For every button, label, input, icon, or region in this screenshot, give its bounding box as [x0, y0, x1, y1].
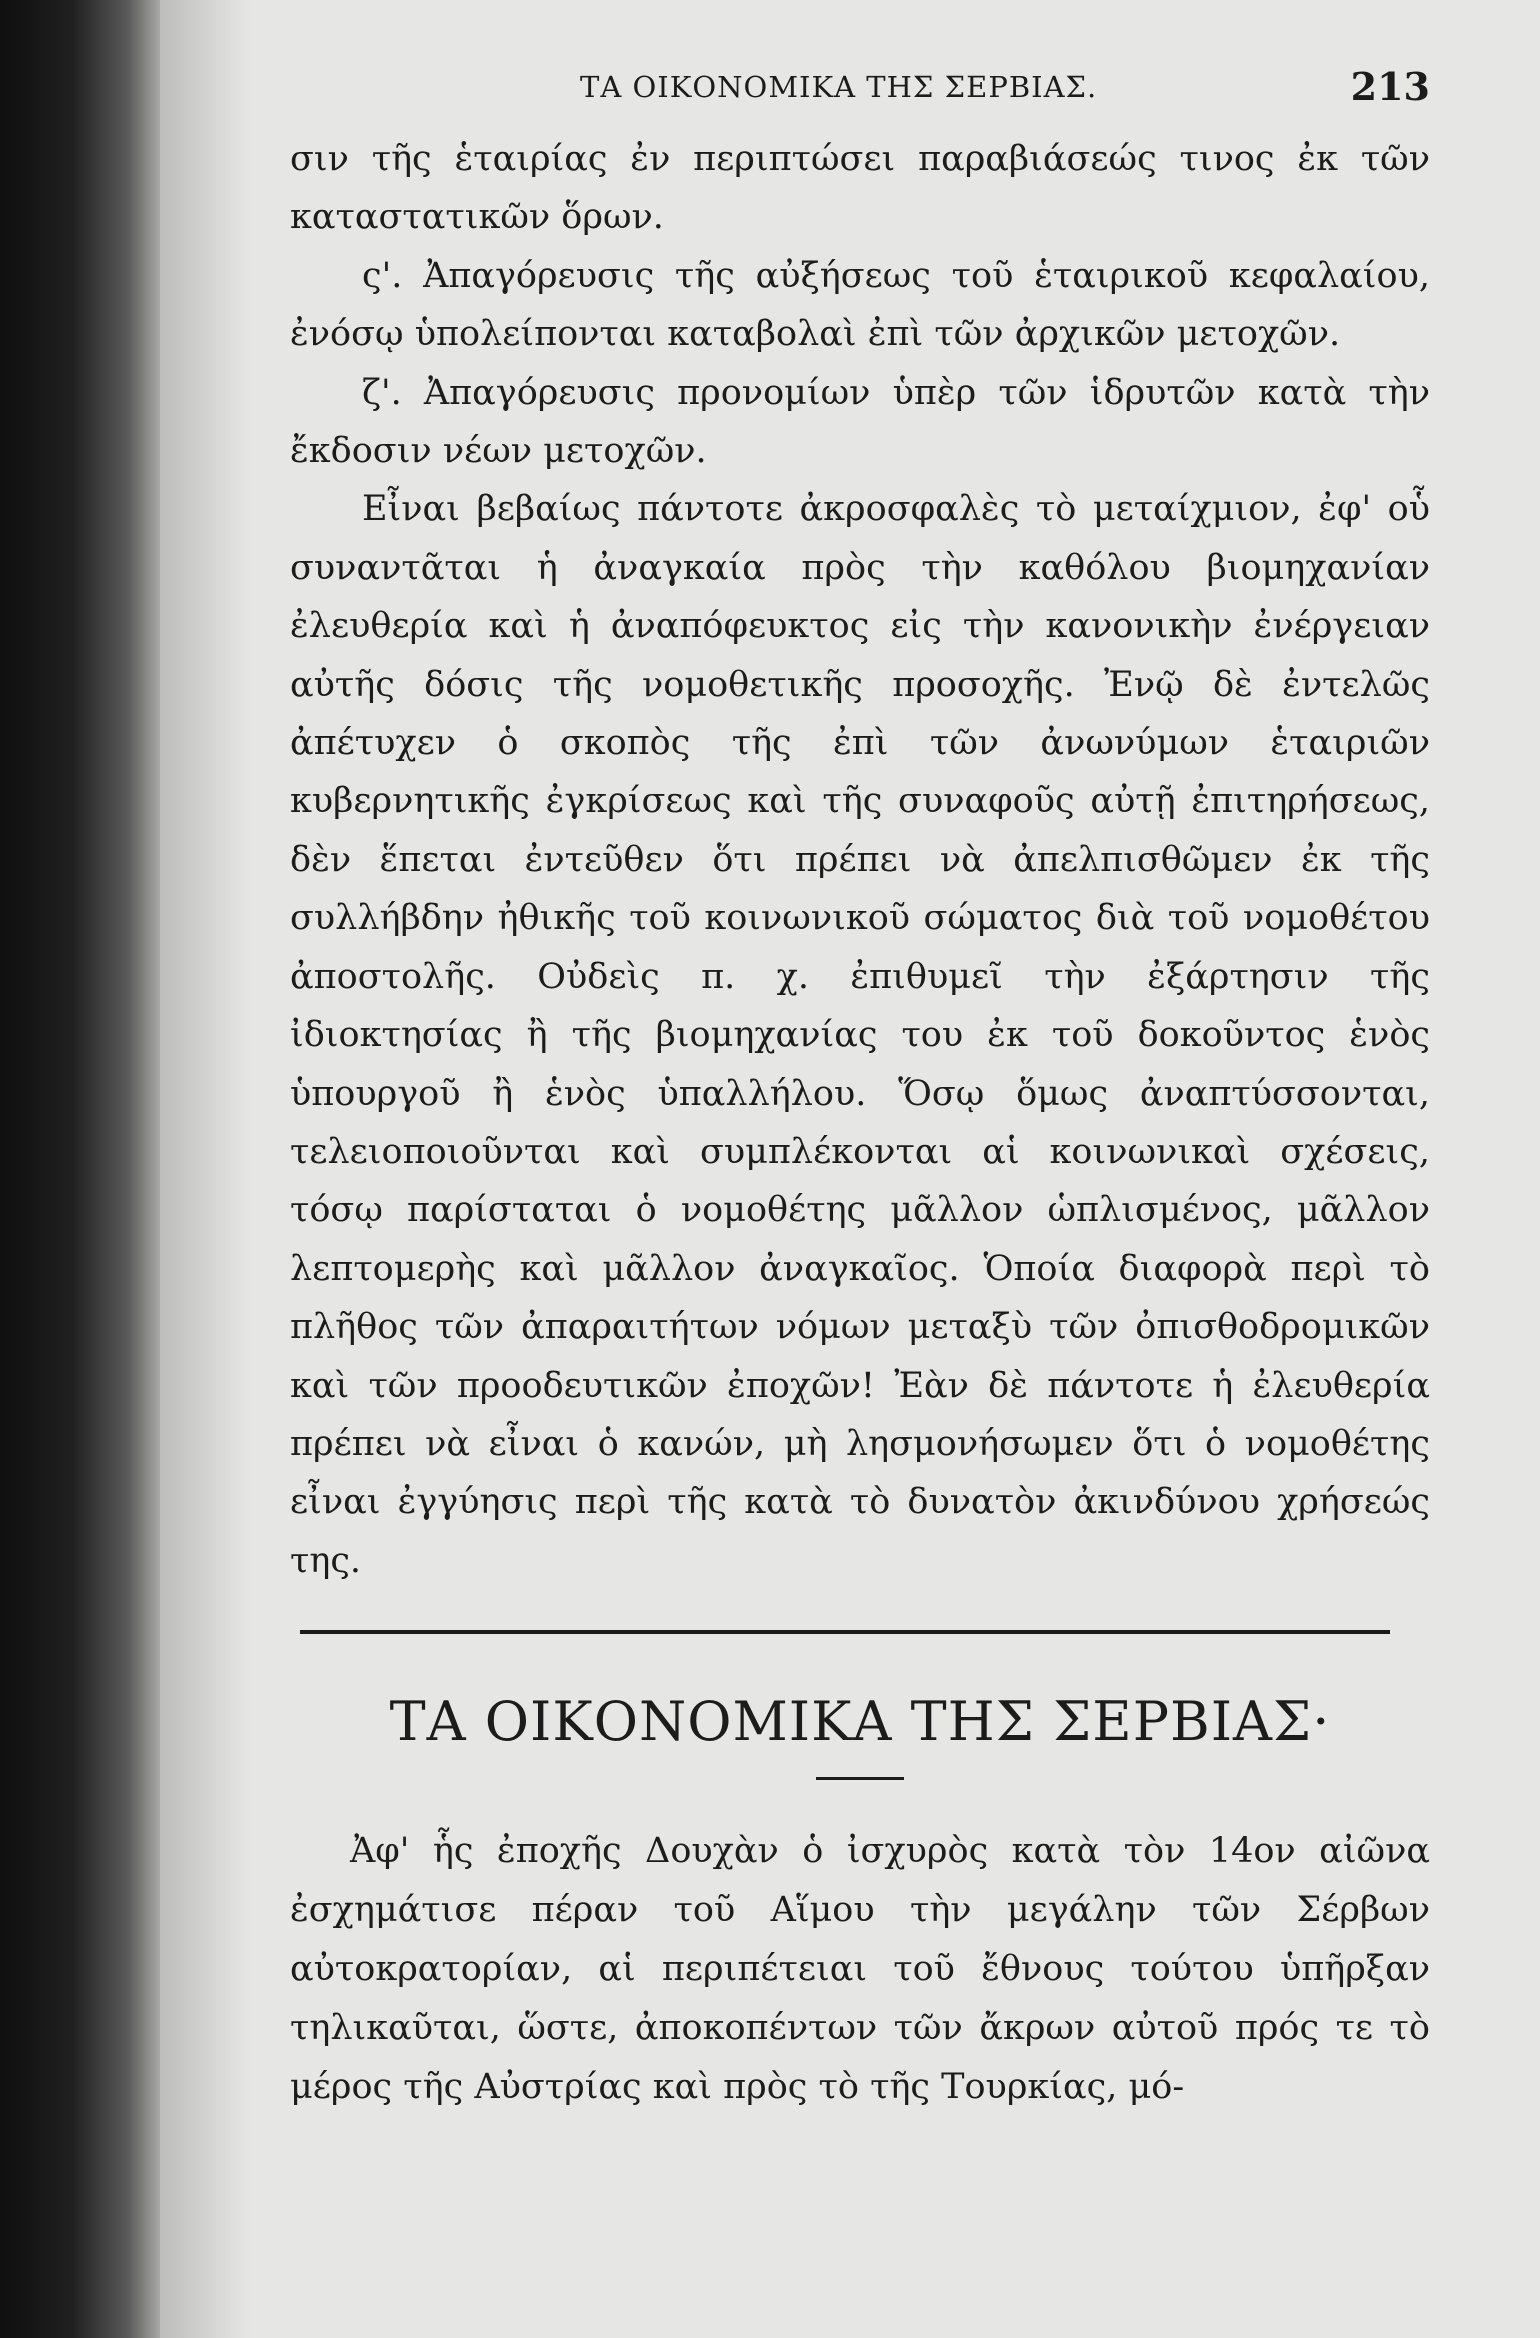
- book-page: [290, 40, 1430, 2117]
- running-title: ΤΑ ΟΙΚΟΝΟΜΙΚΑ ΤΗΣ ΣΕΡΒΙΑΣ.: [580, 70, 1098, 104]
- section-body: [290, 1822, 1430, 2117]
- paragraph-item-7: ζ'. Ἀπαγόρευσις προνομίων ὑπὲρ τῶν ἱδρυτῶν κατὰ τὴν ἔκδοσιν νέων μετοχῶν.: [290, 372, 1430, 472]
- paragraph-main: Εἶναι βεβαίως πάντοτε ἀκροσφαλὲς τὸ μεταίχμιον, ἐφ' οὗ συναντᾶται ἡ ἀναγκαία πρὸς τὴν καθόλου βιομηχανίαν ἐλευθερία καὶ ἡ ἀναπόφευκτος εἰς τὴν κανονικὴν ἐνέργειαν αὐτῆς δόσις τῆς νομοθετικῆς προσοχῆς. Ἐνῷ δὲ ἐντελῶς ἀπέτυχεν ὁ σκοπὸς τῆς ἐπὶ τῶν ἀνωνύμων ἑταιριῶν κυβερνητικῆς ἐγκρίσεως καὶ τῆς συναφοῦς αὐτῇ ἐπιτηρήσεως, δὲν ἕπεται ἐντεῦθεν ὅτι πρέπει νὰ ἀπελπισθῶμεν ἐκ τῆς συλλήβδην ἠθικῆς τοῦ κοινωνικοῦ σώματος διὰ τοῦ νομοθέτου ἀποστολῆς. Οὐδεὶς π. χ. ἐπιθυμεῖ τὴν ἐξάρτησιν τῆς ἰδιοκτησίας ἢ τῆς βιομηχανίας του ἐκ τοῦ δοκοῦντος ἑνὸς ὑπουργοῦ ἢ ἑνὸς ὑπαλλήλου. Ὅσῳ ὅμως ἀναπτύσσονται, τελειοποιοῦνται καὶ συμπλέκονται αἱ κοινωνικαὶ σχέσεις, τόσῳ παρίσταται ὁ νομοθέτης μᾶλλον ὡπλισμένος, μᾶλλον λεπτομερὴς καὶ μᾶλλον ἀναγκαῖος. Ὁποία διαφορὰ περὶ τὸ πλῆθος τῶν ἀπαραιτήτων νόμων μεταξὺ τῶν ὀπισθοδρομικῶν καὶ τῶν προοδευτικῶν ἐποχῶν! Ἐὰν δὲ πάντοτε ἡ ἐλευθερία πρέπει νὰ εἶναι ὁ κανών, μὴ λησμονήσωμεν ὅτι ὁ νομοθέτης εἶναι ἐγγύησις περὶ τῆς κατὰ τὸ δυνατὸν ἀκινδύνου χρήσεώς της.: [290, 489, 1430, 1581]
- page-number: 213: [1350, 64, 1430, 109]
- title-underline-rule: [816, 1777, 904, 1780]
- page-gutter-shadow: [160, 0, 250, 2338]
- section-title: ΤΑ ΟΙΚΟΝΟΜΙΚΑ ΤΗΣ ΣΕΡΒΙΑΣ·: [389, 1690, 1331, 1754]
- book-spine: [0, 0, 160, 2338]
- section-divider-rule: [300, 1630, 1390, 1634]
- body-text: [290, 130, 1430, 1590]
- running-header: [290, 40, 1430, 130]
- paragraph-item-6: ς'. Ἀπαγόρευσις τῆς αὐξήσεως τοῦ ἑταιρικοῦ κεφαλαίου, ἐνόσῳ ὑπολείπονται καταβολαὶ ἐπὶ τῶν ἀρχικῶν μετοχῶν.: [290, 255, 1430, 355]
- section-paragraph: Ἀφ' ἧς ἐποχῆς Δουχὰν ὁ ἰσχυρὸς κατὰ τὸν 14ον αἰῶνα ἐσχημάτισε πέραν τοῦ Αἵμου τὴν μεγάλην τῶν Σέρβων αὐτοκρατορίαν, αἱ περιπέτειαι τοῦ ἔθνους τούτου ὑπῆρξαν τηλικαῦται, ὥστε, ἀποκοπέντων τῶν ἄκρων αὐτοῦ πρός τε τὸ μέρος τῆς Αὐστρίας καὶ πρὸς τὸ τῆς Τουρκίας, μό-: [290, 1831, 1430, 2108]
- paragraph-continuation: σιν τῆς ἑταιρίας ἐν περιπτώσει παραβιάσεώς τινος ἐκ τῶν καταστατικῶν ὅρων.: [290, 139, 1430, 238]
